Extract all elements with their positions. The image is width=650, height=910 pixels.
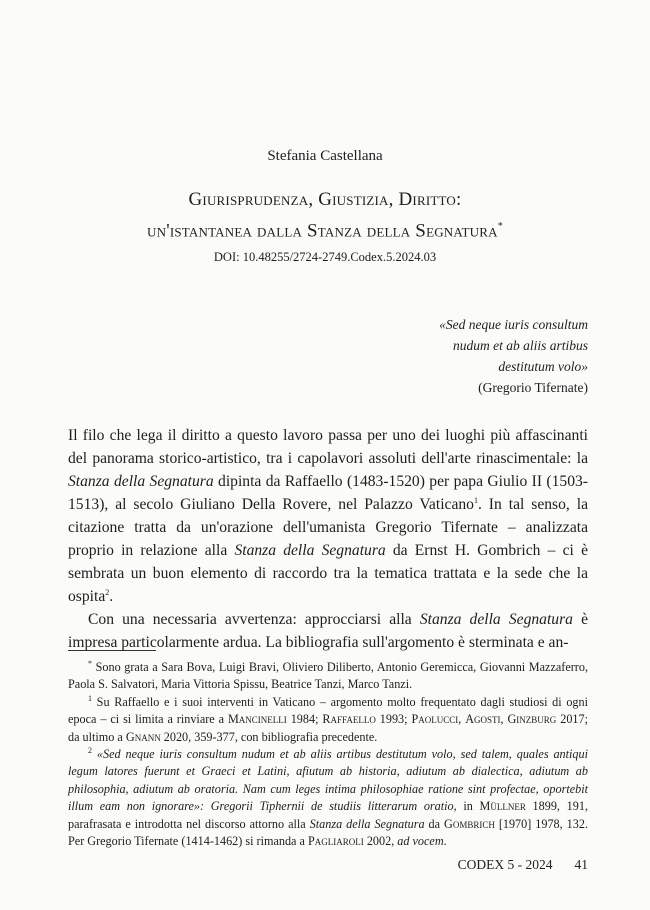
text-span: 2020, 359-377, con bibliografia precedente. (160, 729, 378, 744)
text-span: dipinta da Raffaello (1483-1520) per papa Giulio II (1503-1513), al secolo Giuliano Della Rovere, nel Palazzo Vaticano (68, 473, 588, 513)
emphasis: Stanza della Segnatura (309, 816, 425, 831)
page-footer (458, 857, 588, 873)
footnotes (68, 659, 588, 850)
footnote-2 (68, 746, 588, 850)
title-line-1: Giurisprudenza, Giustizia, Diritto: (188, 189, 462, 210)
paragraph-1 (68, 424, 588, 608)
epigraph (439, 314, 588, 398)
title-line-2 (0, 213, 650, 244)
text-span: 1993; (375, 712, 412, 727)
emphasis: Stanza della Segnatura (419, 611, 573, 628)
author-ref: Paolucci (411, 712, 459, 727)
footnote-ref-2[interactable]: 2 (105, 587, 110, 597)
title-line-2-text: un'istantanea dalla Stanza della Segnatura (147, 220, 498, 242)
author-ref: Gombrich (444, 816, 495, 831)
paragraph-2 (68, 608, 588, 654)
epigraph-line-2: nudum et ab aliis artibus (452, 338, 588, 353)
author-ref: Ginzburg (507, 712, 557, 727)
body-text (68, 424, 588, 654)
author-ref: Müllner (479, 799, 526, 814)
author-ref: Gnann (125, 729, 161, 744)
doi: DOI: 10.48255/2724-2749.Codex.5.2024.03 (213, 250, 437, 264)
text-span: , (500, 712, 508, 727)
footnote-ref-1[interactable]: 1 (473, 495, 478, 505)
text-span: 1984; (286, 712, 323, 727)
quotation: «Sed neque iuris consultum nudum et ab aliis artibus destitutum volo, sed talem, quales antiqui legum latores fuerunt et Graeci et Latini, afiutum ab historia, adiutum ab dialectica, adiutum ab philosophia, adiutum ab oratoria. Nam cum leges intima philosophiae ratione sint profectae, oportebit illum eam non ignorare»: Gregorii Tiphernii de studiis litterarum oratio (68, 747, 588, 814)
page-number: 41 (574, 857, 588, 872)
epigraph-attribution: (Gregorio Tifernate) (478, 380, 588, 395)
epigraph-line-1: «Sed neque iuris consultum (439, 317, 588, 332)
footnote-star (68, 659, 588, 694)
text-span: 2017; da ultimo a (68, 712, 588, 744)
emphasis: Stanza della Segnatura (234, 542, 386, 559)
text-span: 2002, (363, 834, 398, 849)
text-span: . (109, 588, 114, 605)
emphasis: ad vocem (397, 834, 444, 849)
footnote-text: Sono grata a Sara Bova, Luigi Bravi, Oliviero Diliberto, Antonio Geremicca, Giovanni Mazzaferro, Paola S. Salvatori, Maria Vittoria Spissu, Beatrice Tanzi, Marco Tanzi. (68, 660, 588, 692)
footnote-marker: 2 (88, 745, 92, 755)
emphasis: Stanza della Segnatura (68, 473, 214, 490)
text-span: . (443, 834, 447, 849)
text-span: da Ernst H. Gombrich – ci è sembrata un buon elemento di raccordo tra la tematica trattata e la sede che la ospita (68, 542, 588, 605)
text-span: da (424, 816, 445, 831)
author-ref: Mancinelli (227, 712, 287, 727)
text-span: [1970] 1978, 132. Per Gregorio Tifernate (1414-1462) si rimanda a (68, 816, 588, 849)
title-footnote-marker: * (497, 221, 503, 232)
author-name: Stefania Castellana (267, 148, 383, 164)
author-ref: Raffaello (322, 712, 376, 727)
text-span: . In tal senso, la citazione tratta da un'orazione dell'umanista Gregorio Tifernate – analizzata proprio in relazione alla (68, 496, 589, 559)
epigraph-line-3: destitutum volo» (498, 359, 588, 374)
author-ref: Agosti (465, 712, 501, 727)
text-span: Il filo che lega il diritto a questo lavoro passa per uno dei luoghi più affascinanti del panorama storico-artistico, tra i capolavori assoluti dell'arte rinascimentale: la (68, 427, 588, 467)
footnote-marker: * (88, 658, 92, 668)
text-span: , (458, 712, 466, 727)
text-span: , in (453, 799, 480, 814)
text-span: Con una necessaria avvertenza: approcciarsi alla (88, 611, 420, 628)
footnote-1 (68, 694, 588, 746)
text-span: Su Raffaello e i suoi interventi in Vaticano – argomento molto frequentato dagli studiosi di ogni epoca – ci si limita a rinviare a (68, 694, 588, 727)
footnote-marker: 1 (88, 693, 92, 703)
footnote-divider (68, 650, 156, 651)
article-title (0, 186, 650, 244)
author-ref: Pagliaroli (307, 834, 364, 849)
journal-name: CODEX 5 - 2024 (457, 857, 553, 872)
text-span: è impresa particolarmente ardua. La bibliografia sull'argomento è sterminata e an- (68, 611, 588, 651)
text-span: 1899, 191, parafrasata e introdotta nel discorso attorno alla (68, 799, 588, 831)
